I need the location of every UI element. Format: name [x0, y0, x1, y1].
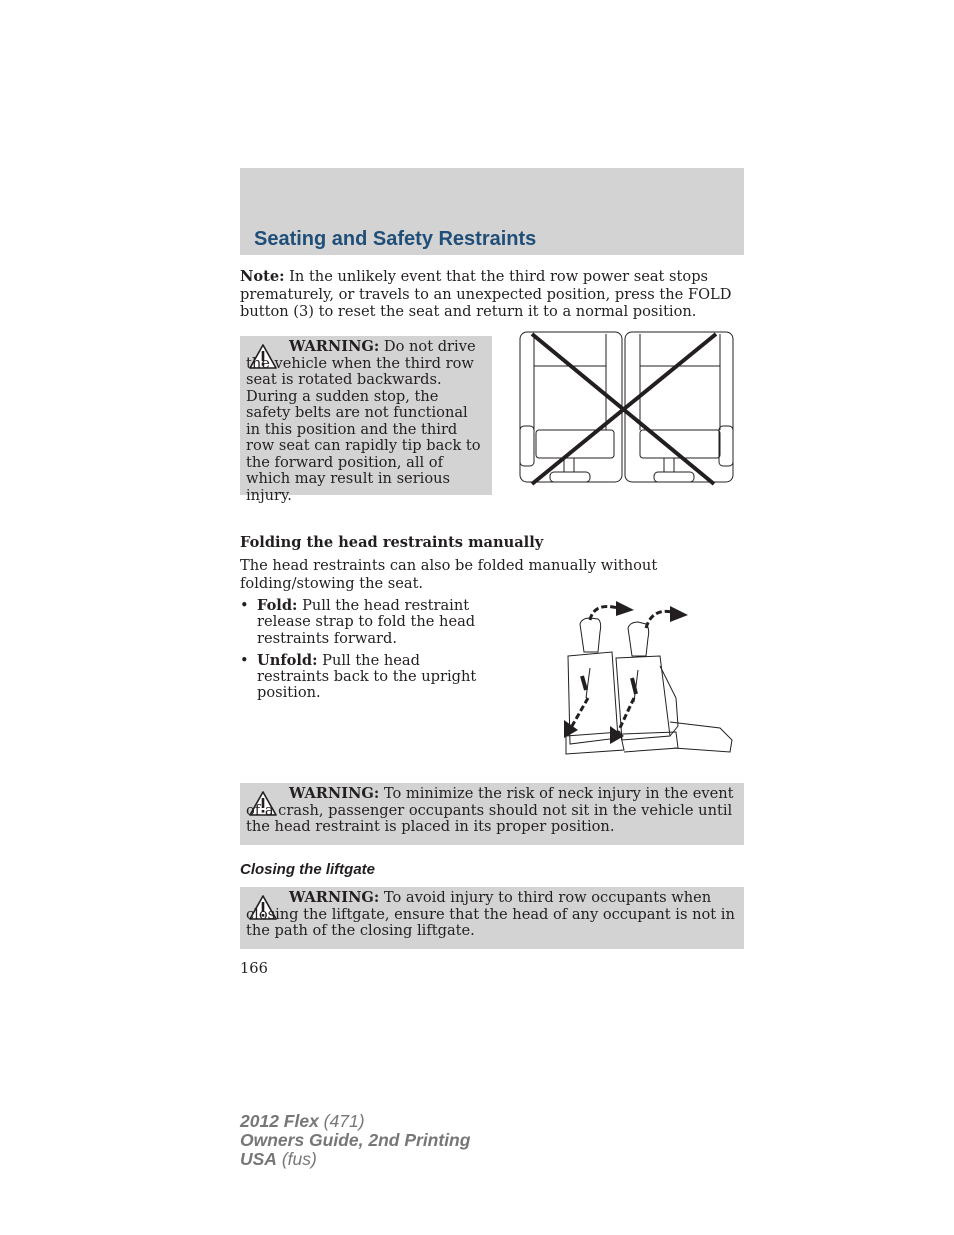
warning-text	[246, 339, 486, 504]
head-restraint-fold-illustration	[560, 598, 735, 763]
item-text: Pull the head restraint release strap to fold the head restraints forward.	[257, 597, 476, 647]
folding-intro: The head restraints can also be folded manually without folding/stowing the seat.	[240, 557, 658, 592]
warning-box-liftgate	[240, 887, 744, 949]
footer-market-code: (fus)	[276, 1149, 317, 1169]
footer-line-model	[240, 1112, 470, 1131]
folding-instructions-list	[240, 598, 490, 708]
note-label: Note:	[240, 268, 285, 285]
warning-label: WARNING:	[289, 338, 380, 355]
warning-box-rotated-seat	[240, 336, 492, 504]
footer-code: (471)	[318, 1111, 365, 1131]
footer-model: 2012 Flex	[240, 1111, 319, 1131]
warning-text	[246, 890, 740, 940]
page-number: 166	[240, 960, 268, 977]
warning-label: WARNING:	[289, 889, 380, 906]
list-item-unfold	[240, 653, 490, 702]
document-footer	[240, 1112, 470, 1169]
warning-body: To avoid injury to third row occupants when closing the liftgate, ensure that the head of any occupant is not in the path of the closing liftgate.	[246, 889, 735, 939]
footer-guide: Owners Guide, 2nd Printing	[240, 1130, 471, 1150]
footer-line-market	[240, 1150, 470, 1169]
warning-label: WARNING:	[289, 785, 380, 802]
note-paragraph	[240, 268, 745, 321]
footer-market: USA	[240, 1149, 277, 1169]
rotated-seat-illustration	[514, 330, 736, 488]
warning-body: To minimize the risk of neck injury in the event of a crash, passenger occupants should not sit in the vehicle until the head restraint is placed in its proper position.	[246, 785, 734, 835]
list-item-fold	[240, 598, 490, 647]
bullet: •	[240, 651, 249, 669]
warning-box-neck-injury	[240, 783, 744, 845]
warning-text	[246, 786, 740, 836]
item-label: Fold:	[257, 597, 298, 614]
folding-heading: Folding the head restraints manually	[240, 534, 544, 551]
item-text: Pull the head restraints back to the upright position.	[257, 651, 477, 702]
footer-line-guide	[240, 1131, 470, 1150]
liftgate-heading: Closing the liftgate	[240, 861, 375, 878]
warning-body: Do not drive the vehicle when the third row seat is rotated backwards. During a sudden stop, the safety belts are not functional in this position and the third row seat can rapidly tip back to the forward position, all of which may result in serious injury.	[246, 338, 481, 504]
section-title: Seating and Safety Restraints	[254, 228, 537, 250]
note-text: In the unlikely event that the third row power seat stops prematurely, or travels to an unexpected position, press the FOLD button (3) to reset the seat and return it to a normal position.	[240, 268, 732, 320]
item-label: Unfold:	[257, 651, 318, 669]
bullet: •	[240, 597, 249, 614]
